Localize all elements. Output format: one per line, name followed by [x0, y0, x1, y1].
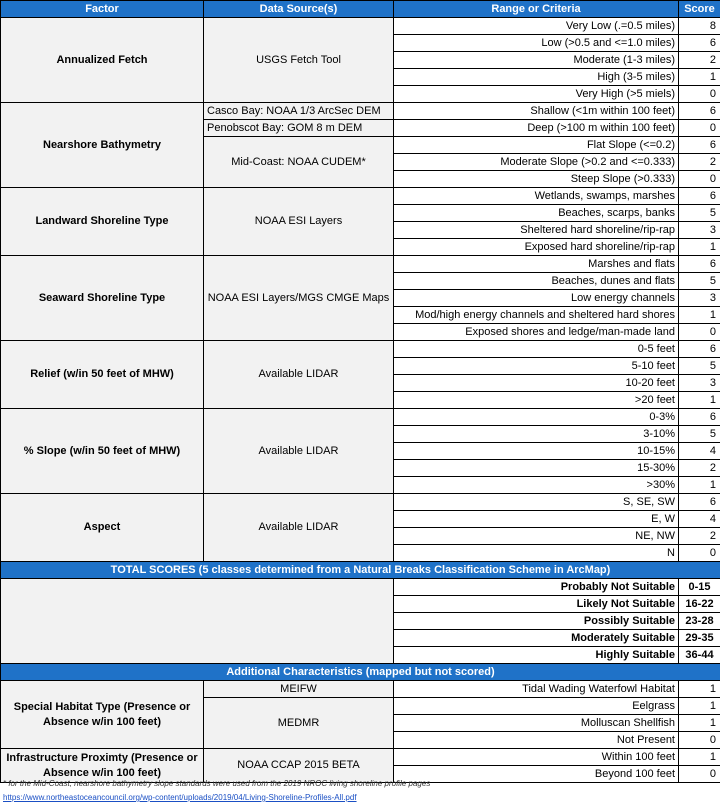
total-scores-header-row — [1, 562, 720, 579]
score-cell: 6 — [679, 103, 720, 120]
criteria-cell: 3-10% — [394, 426, 679, 443]
total-class-range: 0-15 — [679, 579, 720, 596]
score-cell: 2 — [679, 528, 720, 545]
criteria-cell: High (3-5 miles) — [394, 69, 679, 86]
criteria-cell: Marshes and flats — [394, 256, 679, 273]
source-noaa-ccap: NOAA CCAP 2015 BETA — [204, 749, 394, 783]
factor-percent-slope: % Slope (w/in 50 feet of MHW) — [1, 409, 204, 494]
criteria-cell: Within 100 feet — [394, 749, 679, 766]
total-scores-blank-area — [1, 579, 394, 664]
criteria-cell: Beaches, dunes and flats — [394, 273, 679, 290]
total-class-range: 29-35 — [679, 630, 720, 647]
total-scores-title: TOTAL SCORES (5 classes determined from a Natural Breaks Classification Scheme in ArcMap) — [1, 562, 720, 579]
criteria-cell: Moderate Slope (>0.2 and <=0.333) — [394, 154, 679, 171]
score-cell: 6 — [679, 188, 720, 205]
criteria-cell: E, W — [394, 511, 679, 528]
total-class-label: Likely Not Suitable — [394, 596, 679, 613]
score-cell: 0 — [679, 766, 720, 783]
column-header-factor: Factor — [1, 1, 204, 18]
criteria-cell: 10-15% — [394, 443, 679, 460]
score-cell: 3 — [679, 222, 720, 239]
source-casco-bay: Casco Bay: NOAA 1/3 ArcSec DEM — [204, 103, 394, 120]
factor-annualized-fetch: Annualized Fetch — [1, 18, 204, 103]
score-cell: 1 — [679, 477, 720, 494]
criteria-cell: >20 feet — [394, 392, 679, 409]
total-class-label: Moderately Suitable — [394, 630, 679, 647]
score-cell: 6 — [679, 494, 720, 511]
criteria-cell: Deep (>100 m within 100 feet) — [394, 120, 679, 137]
total-class-label: Probably Not Suitable — [394, 579, 679, 596]
criteria-cell: Eelgrass — [394, 698, 679, 715]
score-cell: 0 — [679, 732, 720, 749]
source-meifw: MEIFW — [204, 681, 394, 698]
score-cell: 0 — [679, 171, 720, 188]
score-cell: 1 — [679, 749, 720, 766]
criteria-cell: Very High (>5 miels) — [394, 86, 679, 103]
score-cell: 2 — [679, 52, 720, 69]
score-cell: 3 — [679, 375, 720, 392]
factor-nearshore-bathymetry: Nearshore Bathymetry — [1, 103, 204, 188]
table-row — [1, 103, 720, 120]
score-cell: 6 — [679, 409, 720, 426]
criteria-cell: Wetlands, swamps, marshes — [394, 188, 679, 205]
source-link[interactable]: https://www.northeastoceancouncil.org/wp-content/uploads/2019/04/Living-Shoreline-Profiles-All.pdf — [3, 793, 357, 802]
total-class-range: 23-28 — [679, 613, 720, 630]
table-row — [1, 18, 720, 35]
criteria-cell: Beaches, scarps, banks — [394, 205, 679, 222]
column-header-data-sources: Data Source(s) — [204, 1, 394, 18]
score-cell: 2 — [679, 154, 720, 171]
criteria-cell: Moderate (1-3 miles) — [394, 52, 679, 69]
total-class-range: 16-22 — [679, 596, 720, 613]
footnote: * for the Mid-Coast, nearshore bathymetry slope standards were used from the 2019 NROC living shoreline profile pages — [3, 779, 431, 788]
source-medmr: MEDMR — [204, 698, 394, 749]
criteria-cell: NE, NW — [394, 528, 679, 545]
table-row — [1, 256, 720, 273]
column-header-range: Range or Criteria — [394, 1, 679, 18]
criteria-cell: Tidal Wading Waterfowl Habitat — [394, 681, 679, 698]
criteria-cell: Low (>0.5 and <=1.0 miles) — [394, 35, 679, 52]
score-cell: 5 — [679, 358, 720, 375]
criteria-cell: S, SE, SW — [394, 494, 679, 511]
score-cell: 5 — [679, 205, 720, 222]
criteria-cell: Molluscan Shellfish — [394, 715, 679, 732]
criteria-cell: Very Low (.=0.5 miles) — [394, 18, 679, 35]
score-cell: 1 — [679, 69, 720, 86]
header-row — [1, 1, 720, 18]
score-cell: 1 — [679, 307, 720, 324]
score-cell: 1 — [679, 392, 720, 409]
criteria-cell: Steep Slope (>0.333) — [394, 171, 679, 188]
score-cell: 6 — [679, 256, 720, 273]
score-cell: 4 — [679, 443, 720, 460]
total-class-label: Possibly Suitable — [394, 613, 679, 630]
factor-special-habitat-type: Special Habitat Type (Presence or Absence w/in 100 feet) — [1, 681, 204, 749]
score-cell: 6 — [679, 137, 720, 154]
source-penobscot-bay: Penobscot Bay: GOM 8 m DEM — [204, 120, 394, 137]
score-cell: 5 — [679, 273, 720, 290]
score-cell: 0 — [679, 324, 720, 341]
score-cell: 8 — [679, 18, 720, 35]
total-class-label: Highly Suitable — [394, 647, 679, 664]
source-available-lidar: Available LIDAR — [204, 409, 394, 494]
criteria-cell: Shallow (<1m within 100 feet) — [394, 103, 679, 120]
factor-landward-shoreline-type: Landward Shoreline Type — [1, 188, 204, 256]
table-row — [1, 749, 720, 766]
score-cell: 6 — [679, 35, 720, 52]
score-cell: 1 — [679, 715, 720, 732]
score-cell: 1 — [679, 239, 720, 256]
table-row — [1, 409, 720, 426]
table-row — [1, 341, 720, 358]
additional-characteristics-title: Additional Characteristics (mapped but not scored) — [1, 664, 720, 681]
score-cell: 5 — [679, 426, 720, 443]
criteria-cell: 10-20 feet — [394, 375, 679, 392]
table-row — [1, 681, 720, 698]
table-row — [1, 188, 720, 205]
factor-aspect: Aspect — [1, 494, 204, 562]
source-noaa-esi-mgs-cmge: NOAA ESI Layers/MGS CMGE Maps — [204, 256, 394, 341]
criteria-cell: 5-10 feet — [394, 358, 679, 375]
criteria-cell: Exposed hard shoreline/rip-rap — [394, 239, 679, 256]
score-cell: 0 — [679, 86, 720, 103]
score-cell: 1 — [679, 698, 720, 715]
criteria-cell: >30% — [394, 477, 679, 494]
source-available-lidar: Available LIDAR — [204, 494, 394, 562]
criteria-cell: Not Present — [394, 732, 679, 749]
criteria-cell: Low energy channels — [394, 290, 679, 307]
criteria-cell: Beyond 100 feet — [394, 766, 679, 783]
score-cell: 4 — [679, 511, 720, 528]
source-available-lidar: Available LIDAR — [204, 341, 394, 409]
column-header-score: Score — [679, 1, 720, 18]
factor-infrastructure-proximity: Infrastructure Proximty (Presence or Absence w/in 100 feet) — [1, 749, 204, 783]
source-mid-coast: Mid-Coast: NOAA CUDEM* — [204, 137, 394, 188]
additional-header-row — [1, 664, 720, 681]
table-row — [1, 494, 720, 511]
score-cell: 3 — [679, 290, 720, 307]
score-cell: 0 — [679, 545, 720, 562]
score-cell: 2 — [679, 460, 720, 477]
criteria-cell: N — [394, 545, 679, 562]
score-cell: 0 — [679, 120, 720, 137]
score-cell: 6 — [679, 341, 720, 358]
criteria-cell: 0-3% — [394, 409, 679, 426]
total-class-range: 36-44 — [679, 647, 720, 664]
criteria-cell: 15-30% — [394, 460, 679, 477]
table-row — [1, 579, 720, 596]
criteria-cell: Exposed shores and ledge/man-made land — [394, 324, 679, 341]
criteria-cell: Mod/high energy channels and sheltered hard shores — [394, 307, 679, 324]
source-noaa-esi-layers: NOAA ESI Layers — [204, 188, 394, 256]
score-cell: 1 — [679, 681, 720, 698]
source-usgs-fetch-tool: USGS Fetch Tool — [204, 18, 394, 103]
criteria-cell: Flat Slope (<=0.2) — [394, 137, 679, 154]
criteria-cell: Sheltered hard shoreline/rip-rap — [394, 222, 679, 239]
factor-relief: Relief (w/in 50 feet of MHW) — [1, 341, 204, 409]
factor-seaward-shoreline-type: Seaward Shoreline Type — [1, 256, 204, 341]
criteria-cell: 0-5 feet — [394, 341, 679, 358]
